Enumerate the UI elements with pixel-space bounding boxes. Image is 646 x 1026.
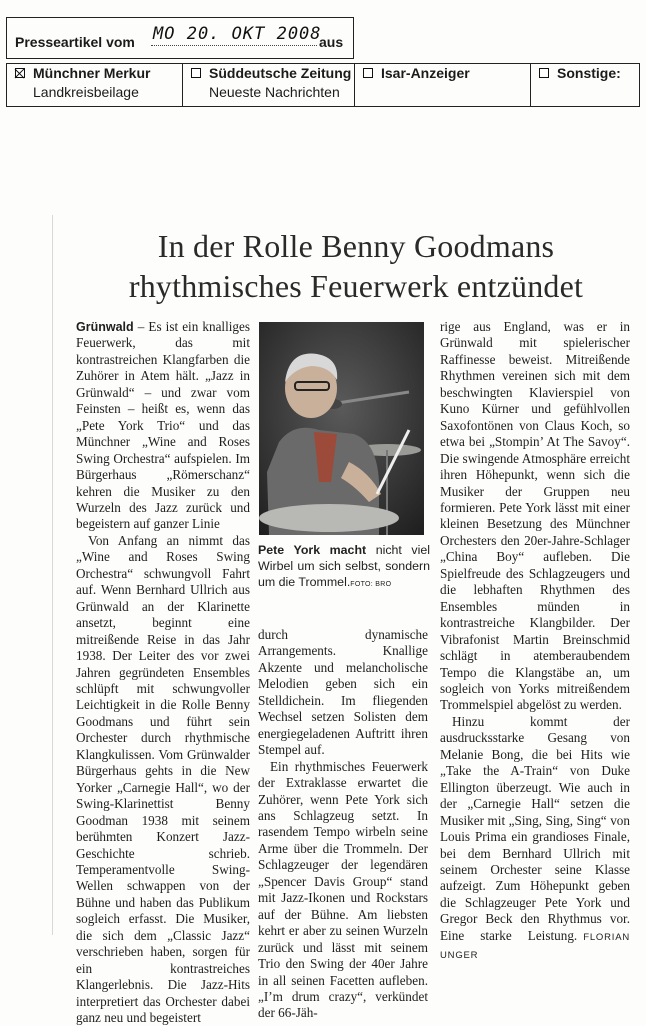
source-option-isar[interactable] <box>355 64 531 106</box>
form-label: Presseartikel vom <box>15 34 135 50</box>
author-name: FLORIAN UNGER <box>440 931 630 962</box>
source-option-sonstige[interactable] <box>531 64 639 106</box>
checkbox-icon[interactable] <box>191 68 201 78</box>
date-row <box>6 17 354 59</box>
article-column-2 <box>258 627 428 1022</box>
handwritten-date: MO 20. OKT 2008 <box>153 24 322 44</box>
drummer-photo-icon <box>259 322 424 535</box>
source-name: Münchner Merkur <box>33 65 151 81</box>
dateline: Grünwald <box>76 320 134 334</box>
date-dotted-line <box>151 45 317 46</box>
source-options-row <box>6 63 640 107</box>
photo-caption: Pete York macht nicht viel Wirbel um sich selbst, sondern um die Trommel.FOTO: BRO <box>258 543 430 589</box>
paragraph: Hinzu kommt der ausdrucksstarke Gesang von Melanie Bong, die bei Hits wie „Take the A-Train“ von Duke Ellington überzeugt. Wie auch in der „Carnegie Hall“ setzen die Musiker mit „Sing, Sing, Sing“ von Louis Prima ein grandioses Finale, bei dem Bernhard Ullrich mit seinem Orchester seine Klasse aufzeigt. Zum Höhepunkt geben die Schlagzeuger Pete York und Gregor Beck den Rhythmus vor. Eine starke Leistung. FLORIAN UNGER <box>440 713 630 962</box>
article-column-3 <box>440 319 630 965</box>
photo-credit: FOTO: BRO <box>350 581 392 588</box>
source-name: Sonstige: <box>557 65 621 81</box>
checkbox-icon[interactable] <box>539 68 549 78</box>
headline-line-2: rhythmisches Feuerwerk entzündet <box>128 268 584 304</box>
source-sub: Landkreisbeilage <box>33 84 139 100</box>
source-option-merkur[interactable] <box>7 64 183 106</box>
paragraph: rige aus England, was er in Grünwald mit spielerischer Raffinesse beweist. Mitreißende Rhythmen vereinen sich mit dem beschwingten Klavierspiel von Kuno Kürner und gefühlvollen Saxofontönen von Claus Koch, so etwa bei „Stompin’ At The Savoy“. Die swingende Atmosphäre erreicht ihren Höhepunkt, wenn sich die Musiker der Gruppen neu formieren. Pete York lässt mit einer kleinen Besetzung des Münchner Orchesters den 20er-Jahre-Schlager „China Boy“ aufleben. Die Spielfreude des Schlagzeugers und die lebhaften Rhythmen des Ensembles münden in kontrastreiche Klangbilder. Der Vibrafonist Martin Breinschmid schlägt in atemberaubendem Tempo die Klangstäbe an, um sogleich von Yorks mitreißendem Trommelspiel abgelöst zu werden. <box>440 319 630 713</box>
checkbox-checked-icon[interactable] <box>15 68 25 78</box>
paragraph: Ein rhythmisches Feuerwerk der Extraklasse erwartet die Zuhörer, wenn Pete York sich ans Schlagzeug setzt. In rasendem Tempo wirbeln seine Arme über die Trommeln. Der Schlagzeuger der legendären „Spencer Davis Group“ stand mit Jazz-Ikonen und Rockstars auf der Bühne. Am liebsten kehrt er aber zu seinen Wurzeln zurück und lässt mit seinem Trio den Swing der 40er Jahre in all seinen Facetten aufleben. „I’m drum crazy“, verkündet der 66-Jäh- <box>258 758 428 1021</box>
article-column-1 <box>76 319 250 1026</box>
checkbox-icon[interactable] <box>363 68 373 78</box>
source-name: Isar-Anzeiger <box>381 65 470 81</box>
scan-edge-line <box>52 215 53 935</box>
form-aus-label: aus <box>319 34 344 50</box>
source-option-sz[interactable] <box>183 64 355 106</box>
source-sub: Neueste Nachrichten <box>209 84 340 100</box>
source-name: Süddeutsche Zeitung <box>209 65 352 81</box>
paragraph: durch dynamische Arrangements. Knallige Akzente und melancholische Melodien geben sich ein Stelldichein. Im fliegenden Wechsel setzen Solisten dem energiegeladenen Auftritt ihren Stempel auf. <box>258 627 428 758</box>
paragraph: Grünwald – Es ist ein knalliges Feuerwerk, das mit kontrastreichen Klangfarben die Zuhörer in Atem hält. „Jazz in Grünwald“ – und zwar vom Feinsten – heißt es, wenn das „Pete York Trio“ und das Münchner „Wine and Roses Swing Orchestra“ aufspielen. Im Bürgerhaus „Römerschanz“ kehren die Musiker zu den Wurzeln des Jazz zurück und begeistern auf ganzer Linie <box>76 319 250 532</box>
article-photo <box>259 322 424 535</box>
headline-line-1: In der Rolle Benny Goodmans <box>157 228 555 264</box>
paragraph: Von Anfang an nimmt das „Wine and Roses Swing Orchestra“ schwungvoll Fahrt auf. Wenn Bernhard Ullrich aus Grünwald an der Klarinette ansetzt, beginnt eine mitreißende Reise in das Jahr 1938. Der Leiter des vor zwei Jahren gegründeten Ensembles schlüpft mit schwungvoller Leichtigkeit in die Rolle Benny Goodmans und führt sein Orchester durch rhythmische Klangkulissen. Vom Grünwalder Bürgerhaus gehts in die New Yorker „Carnegie Hall“, wo der Swing-Klarinettist Benny Goodman 1938 mit seinem berühmten Konzert Jazz-Geschichte schrieb. Temperamentvolle Swing-Wellen schwappen von der Bühne und haben das Publikum sogleich erfasst. Die Musiker, die sich dem „Classic Jazz“ verschrieben haben, sorgen für ein kontrastreiches Klangerlebnis. Die Jazz-Hits interpretiert das Orchester dabei ganz neu und begeistert <box>76 532 250 1026</box>
